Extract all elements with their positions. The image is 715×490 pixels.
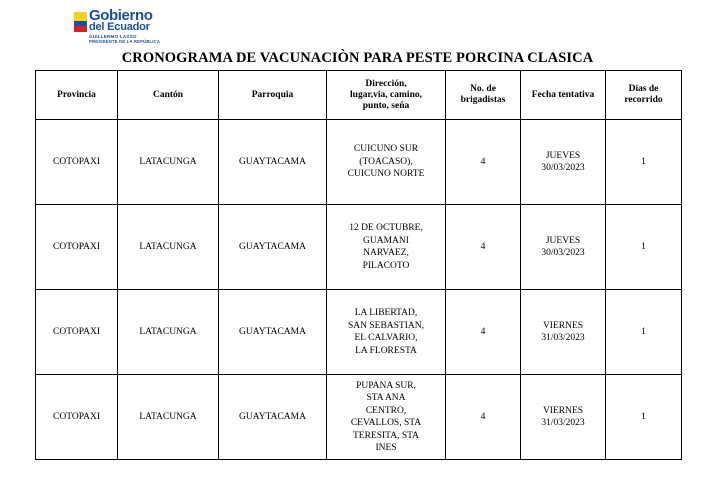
column-header-fecha: Fecha tentativa (521, 71, 606, 120)
cell-fecha: JUEVES 30/03/2023 (521, 205, 606, 290)
column-header-brigadistas: No. de brigadistas (446, 71, 521, 120)
cell-brigadistas: 4 (446, 205, 521, 290)
cell-direccion: LA LIBERTAD, SAN SEBASTIAN, EL CALVARIO, LA FLORESTA (327, 290, 446, 375)
cell-fecha: VIERNES 31/03/2023 (521, 375, 606, 460)
column-header-dias: Dias de recorrido (606, 71, 682, 120)
logo-president-title: PRESIDENTE DE LA REPÚBLICA (89, 39, 161, 44)
page-title: CRONOGRAMA DE VACUNACIÒN PARA PESTE PORCINA CLASICA (121, 50, 594, 66)
table-row (36, 205, 682, 290)
cell-parroquia: GUAYTACAMA (219, 375, 327, 460)
cell-provincia: COTOPAXI (36, 290, 118, 375)
logo-president-name: GUILLERMO LASSO (89, 34, 137, 39)
cell-dias: 1 (606, 120, 682, 205)
cell-provincia: COTOPAXI (36, 120, 118, 205)
cell-canton: LATACUNGA (118, 205, 219, 290)
cell-brigadistas: 4 (446, 375, 521, 460)
cell-provincia: COTOPAXI (36, 375, 118, 460)
cell-brigadistas: 4 (446, 290, 521, 375)
cell-direccion: PUPANA SUR, STA ANA CENTRO, CEVALLOS, STA TERESITA, STA INES (327, 375, 446, 460)
cell-brigadistas: 4 (446, 120, 521, 205)
cell-fecha: VIERNES 31/03/2023 (521, 290, 606, 375)
cell-canton: LATACUNGA (118, 290, 219, 375)
cell-dias: 1 (606, 375, 682, 460)
cell-dias: 1 (606, 205, 682, 290)
column-header-parroquia: Parroquia (219, 71, 327, 120)
column-header-canton: Cantón (118, 71, 219, 120)
cell-parroquia: GUAYTACAMA (219, 120, 327, 205)
cell-fecha: JUEVES 30/03/2023 (521, 120, 606, 205)
cell-parroquia: GUAYTACAMA (219, 205, 327, 290)
cell-parroquia: GUAYTACAMA (219, 290, 327, 375)
cell-canton: LATACUNGA (118, 120, 219, 205)
government-logo (74, 8, 206, 48)
column-header-direccion: Dirección, lugar,via, camino, punto, seña (327, 71, 446, 120)
cell-canton: LATACUNGA (118, 375, 219, 460)
table-row (36, 120, 682, 205)
cell-dias: 1 (606, 290, 682, 375)
cell-direccion: CUICUNO SUR (TOACASO), CUICUNO NORTE (327, 120, 446, 205)
logo-brand-line2: del Ecuador (89, 21, 150, 33)
vaccination-schedule-table (35, 70, 682, 460)
cell-direccion: 12 DE OCTUBRE, GUAMANI NARVAEZ, PILACOTO (327, 205, 446, 290)
table-header-row (36, 71, 682, 120)
column-header-provincia: Provincia (36, 71, 118, 120)
table-row (36, 375, 682, 460)
logo-brand-line1: Gobierno (89, 7, 153, 24)
cell-provincia: COTOPAXI (36, 205, 118, 290)
table-row (36, 290, 682, 375)
ecuador-flag-icon (74, 12, 87, 32)
